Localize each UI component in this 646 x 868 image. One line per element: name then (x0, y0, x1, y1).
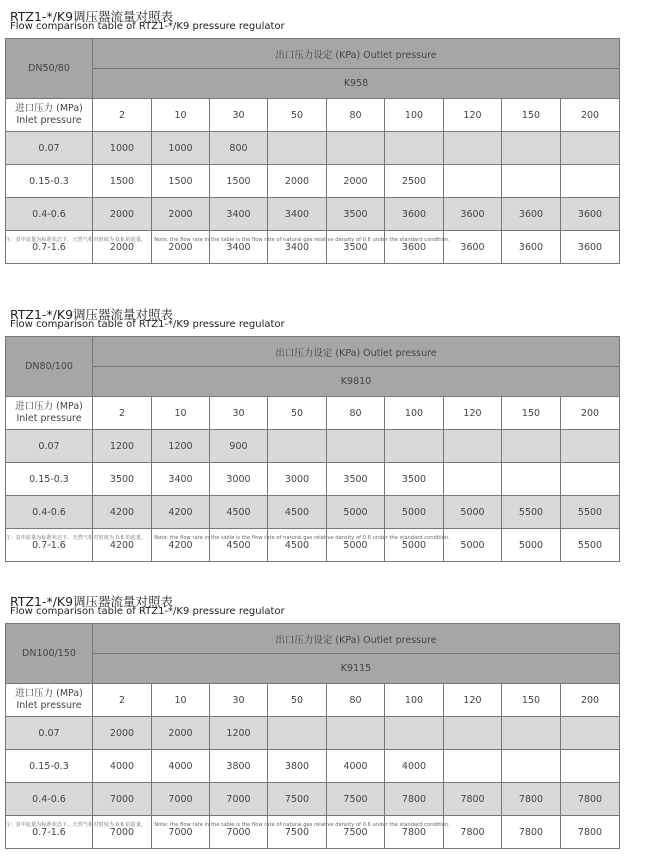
flow-value-cell: 7800 (502, 816, 561, 849)
table-title-en: Flow comparison table of RTZ1-*/K9 pressure regulator (10, 21, 285, 32)
flow-value-cell: 3600 (561, 198, 620, 231)
flow-value-cell: 3800 (268, 750, 327, 783)
flow-value-cell: 1500 (210, 165, 268, 198)
outlet-pressure-col-header: 2 (93, 99, 152, 132)
outlet-pressure-header: 出口压力设定 (KPa) Outlet pressure (93, 624, 620, 654)
flow-value-cell: 5500 (561, 529, 620, 562)
table-row (6, 717, 620, 750)
flow-value-cell: 2000 (268, 165, 327, 198)
flow-comparison-table (5, 623, 620, 849)
flow-value-cell (444, 165, 502, 198)
flow-value-cell (502, 165, 561, 198)
flow-value-cell: 7800 (502, 783, 561, 816)
flow-value-cell: 5500 (502, 496, 561, 529)
flow-comparison-table (5, 38, 620, 264)
outlet-pressure-col-header: 100 (385, 397, 444, 430)
flow-value-cell: 3400 (268, 231, 327, 264)
flow-value-cell: 4200 (93, 529, 152, 562)
flow-value-cell: 7000 (152, 816, 210, 849)
flow-value-cell: 3500 (93, 463, 152, 496)
flow-value-cell: 3400 (210, 231, 268, 264)
flow-value-cell (561, 717, 620, 750)
outlet-pressure-col-header: 30 (210, 397, 268, 430)
flow-value-cell: 4200 (152, 496, 210, 529)
inlet-pressure-cell: 0.4-0.6 (6, 496, 93, 529)
outlet-pressure-col-header: 150 (502, 397, 561, 430)
inlet-pressure-cell: 0.7-1.6 (6, 816, 93, 849)
flow-value-cell: 4500 (210, 529, 268, 562)
table-title-cn: RTZ1-*/K9调压器流量对照表 (10, 307, 174, 322)
flow-value-cell: 7500 (268, 816, 327, 849)
outlet-pressure-col-header: 30 (210, 684, 268, 717)
outlet-pressure-header: 出口压力设定 (KPa) Outlet pressure (93, 337, 620, 367)
flow-value-cell (268, 132, 327, 165)
flow-value-cell: 3500 (385, 463, 444, 496)
flow-value-cell: 3400 (152, 463, 210, 496)
flow-value-cell (561, 463, 620, 496)
flow-value-cell: 1200 (152, 430, 210, 463)
flow-value-cell (327, 430, 385, 463)
inlet-pressure-label (6, 99, 93, 132)
inlet-pressure-cell: 0.4-0.6 (6, 783, 93, 816)
flow-value-cell: 3600 (502, 231, 561, 264)
flow-value-cell: 4000 (93, 750, 152, 783)
table-row (6, 132, 620, 165)
inlet-pressure-cell: 0.07 (6, 132, 93, 165)
flow-value-cell: 3600 (385, 231, 444, 264)
flow-value-cell: 7000 (210, 783, 268, 816)
outlet-pressure-col-header: 80 (327, 397, 385, 430)
flow-value-cell (444, 717, 502, 750)
flow-value-cell: 4500 (268, 496, 327, 529)
flow-value-cell: 7500 (268, 783, 327, 816)
flow-value-cell (502, 750, 561, 783)
flow-value-cell: 7800 (385, 816, 444, 849)
note-cn: 注：表中流量为标准状态下，天然气相对密度为 0.6 的流量。 (5, 535, 147, 541)
outlet-pressure-header: 出口压力设定 (KPa) Outlet pressure (93, 39, 620, 69)
flow-value-cell (502, 430, 561, 463)
inlet-pressure-label (6, 684, 93, 717)
table-row (6, 198, 620, 231)
flow-value-cell: 5500 (561, 496, 620, 529)
flow-value-cell: 4200 (152, 529, 210, 562)
flow-value-cell: 7000 (93, 816, 152, 849)
outlet-pressure-col-header: 150 (502, 99, 561, 132)
flow-value-cell: 5000 (385, 496, 444, 529)
inlet-pressure-cell: 0.07 (6, 430, 93, 463)
outlet-pressure-col-header: 200 (561, 99, 620, 132)
outlet-pressure-col-header: 100 (385, 684, 444, 717)
flow-value-cell: 1000 (152, 132, 210, 165)
flow-value-cell (444, 430, 502, 463)
table-title-cn: RTZ1-*/K9调压器流量对照表 (10, 594, 174, 609)
flow-value-cell: 5000 (327, 529, 385, 562)
flow-value-cell: 3600 (502, 198, 561, 231)
flow-value-cell: 7000 (93, 783, 152, 816)
flow-value-cell: 3400 (268, 198, 327, 231)
note-en: Note: the flow rate in the table is the flow rate of natural gas relative density of 0.6 under the standard condition. (154, 237, 450, 243)
table-note (5, 534, 635, 541)
model-cell: K9810 (93, 367, 620, 397)
note-cn: 注：表中流量为标准状态下，天然气相对密度为 0.6 的流量。 (5, 237, 147, 243)
flow-value-cell: 4000 (385, 750, 444, 783)
flow-value-cell: 5000 (502, 529, 561, 562)
flow-value-cell (502, 132, 561, 165)
table-note (5, 236, 635, 243)
flow-value-cell: 4000 (152, 750, 210, 783)
flow-value-cell (268, 717, 327, 750)
table-title-en: Flow comparison table of RTZ1-*/K9 pressure regulator (10, 319, 285, 330)
flow-value-cell (561, 132, 620, 165)
table-note (5, 821, 635, 828)
flow-value-cell (444, 463, 502, 496)
flow-value-cell (327, 132, 385, 165)
inlet-pressure-cell: 0.15-0.3 (6, 165, 93, 198)
inlet-pressure-label (6, 397, 93, 430)
table-title-cn: RTZ1-*/K9调压器流量对照表 (10, 9, 174, 24)
flow-value-cell: 2000 (327, 165, 385, 198)
model-cell: K9115 (93, 654, 620, 684)
flow-value-cell: 4500 (268, 529, 327, 562)
outlet-pressure-col-header: 30 (210, 99, 268, 132)
table-row (6, 496, 620, 529)
flow-value-cell (268, 430, 327, 463)
dn-size-cell: DN100/150 (6, 624, 93, 684)
flow-value-cell: 3800 (210, 750, 268, 783)
outlet-pressure-col-header: 50 (268, 99, 327, 132)
outlet-pressure-col-header: 10 (152, 99, 210, 132)
flow-comparison-table (5, 336, 620, 562)
flow-value-cell: 2000 (152, 231, 210, 264)
outlet-pressure-col-header: 80 (327, 684, 385, 717)
inlet-pressure-cell: 0.07 (6, 717, 93, 750)
flow-value-cell: 3600 (444, 231, 502, 264)
flow-value-cell: 5000 (385, 529, 444, 562)
flow-value-cell: 3500 (327, 198, 385, 231)
flow-value-cell: 4000 (327, 750, 385, 783)
outlet-pressure-col-header: 80 (327, 99, 385, 132)
outlet-pressure-col-header: 120 (444, 397, 502, 430)
table-row (6, 750, 620, 783)
flow-value-cell: 7000 (210, 816, 268, 849)
inlet-label-cn: 进口压力 (MPa) (15, 688, 83, 699)
outlet-pressure-col-header: 10 (152, 397, 210, 430)
flow-value-cell (385, 132, 444, 165)
outlet-pressure-col-header: 120 (444, 99, 502, 132)
table-row (6, 463, 620, 496)
flow-value-cell: 2000 (152, 198, 210, 231)
outlet-pressure-col-header: 200 (561, 684, 620, 717)
table-row (6, 783, 620, 816)
flow-value-cell: 7800 (385, 783, 444, 816)
flow-value-cell: 3600 (385, 198, 444, 231)
inlet-pressure-cell: 0.15-0.3 (6, 750, 93, 783)
outlet-pressure-col-header: 10 (152, 684, 210, 717)
flow-value-cell (561, 750, 620, 783)
flow-value-cell (502, 717, 561, 750)
flow-value-cell (385, 430, 444, 463)
inlet-pressure-cell: 0.7-1.6 (6, 231, 93, 264)
flow-value-cell: 5000 (444, 529, 502, 562)
note-cn: 注：表中流量为标准状态下，天然气相对密度为 0.6 的流量。 (5, 822, 147, 828)
table-row (6, 430, 620, 463)
inlet-pressure-cell: 0.4-0.6 (6, 198, 93, 231)
flow-value-cell: 3400 (210, 198, 268, 231)
flow-value-cell: 1500 (152, 165, 210, 198)
dn-size-cell: DN80/100 (6, 337, 93, 397)
outlet-pressure-col-header: 2 (93, 397, 152, 430)
flow-value-cell: 7800 (444, 783, 502, 816)
flow-value-cell: 3600 (444, 198, 502, 231)
flow-value-cell: 2000 (93, 231, 152, 264)
inlet-pressure-cell: 0.15-0.3 (6, 463, 93, 496)
flow-value-cell: 1500 (93, 165, 152, 198)
inlet-label-cn: 进口压力 (MPa) (15, 401, 83, 412)
outlet-pressure-col-header: 2 (93, 684, 152, 717)
flow-value-cell: 4200 (93, 496, 152, 529)
flow-value-cell (561, 165, 620, 198)
flow-value-cell: 7500 (327, 816, 385, 849)
inlet-label-en: Inlet pressure (16, 115, 82, 126)
flow-value-cell: 1200 (93, 430, 152, 463)
table-title-en: Flow comparison table of RTZ1-*/K9 pressure regulator (10, 606, 285, 617)
flow-value-cell: 7500 (327, 783, 385, 816)
flow-value-cell: 3600 (561, 231, 620, 264)
note-en: Note: the flow rate in the table is the flow rate of natural gas relative density of 0.6 under the standard condition. (154, 535, 450, 541)
flow-value-cell: 5000 (444, 496, 502, 529)
flow-value-cell: 2500 (385, 165, 444, 198)
flow-value-cell: 3500 (327, 231, 385, 264)
flow-value-cell (444, 750, 502, 783)
table-row (6, 165, 620, 198)
flow-value-cell: 900 (210, 430, 268, 463)
flow-value-cell: 7800 (561, 816, 620, 849)
inlet-label-cn: 进口压力 (MPa) (15, 103, 83, 114)
flow-value-cell: 1200 (210, 717, 268, 750)
flow-value-cell: 7000 (152, 783, 210, 816)
flow-value-cell: 5000 (327, 496, 385, 529)
inlet-label-en: Inlet pressure (16, 700, 82, 711)
inlet-label-en: Inlet pressure (16, 413, 82, 424)
flow-value-cell: 2000 (93, 198, 152, 231)
flow-value-cell (561, 430, 620, 463)
outlet-pressure-col-header: 200 (561, 397, 620, 430)
flow-value-cell: 7800 (561, 783, 620, 816)
outlet-pressure-col-header: 100 (385, 99, 444, 132)
flow-value-cell (327, 717, 385, 750)
flow-value-cell (502, 463, 561, 496)
outlet-pressure-col-header: 150 (502, 684, 561, 717)
flow-value-cell (444, 132, 502, 165)
outlet-pressure-col-header: 120 (444, 684, 502, 717)
flow-value-cell (385, 717, 444, 750)
flow-value-cell: 7800 (444, 816, 502, 849)
outlet-pressure-col-header: 50 (268, 684, 327, 717)
flow-value-cell: 3000 (210, 463, 268, 496)
model-cell: K958 (93, 69, 620, 99)
flow-value-cell: 1000 (93, 132, 152, 165)
inlet-pressure-cell: 0.7-1.6 (6, 529, 93, 562)
note-en: Note: the flow rate in the table is the flow rate of natural gas relative density of 0.6 under the standard condition. (154, 822, 450, 828)
outlet-pressure-col-header: 50 (268, 397, 327, 430)
flow-value-cell: 4500 (210, 496, 268, 529)
flow-value-cell: 3000 (268, 463, 327, 496)
flow-value-cell: 800 (210, 132, 268, 165)
flow-value-cell: 3500 (327, 463, 385, 496)
flow-value-cell: 2000 (93, 717, 152, 750)
dn-size-cell: DN50/80 (6, 39, 93, 99)
flow-value-cell: 2000 (152, 717, 210, 750)
